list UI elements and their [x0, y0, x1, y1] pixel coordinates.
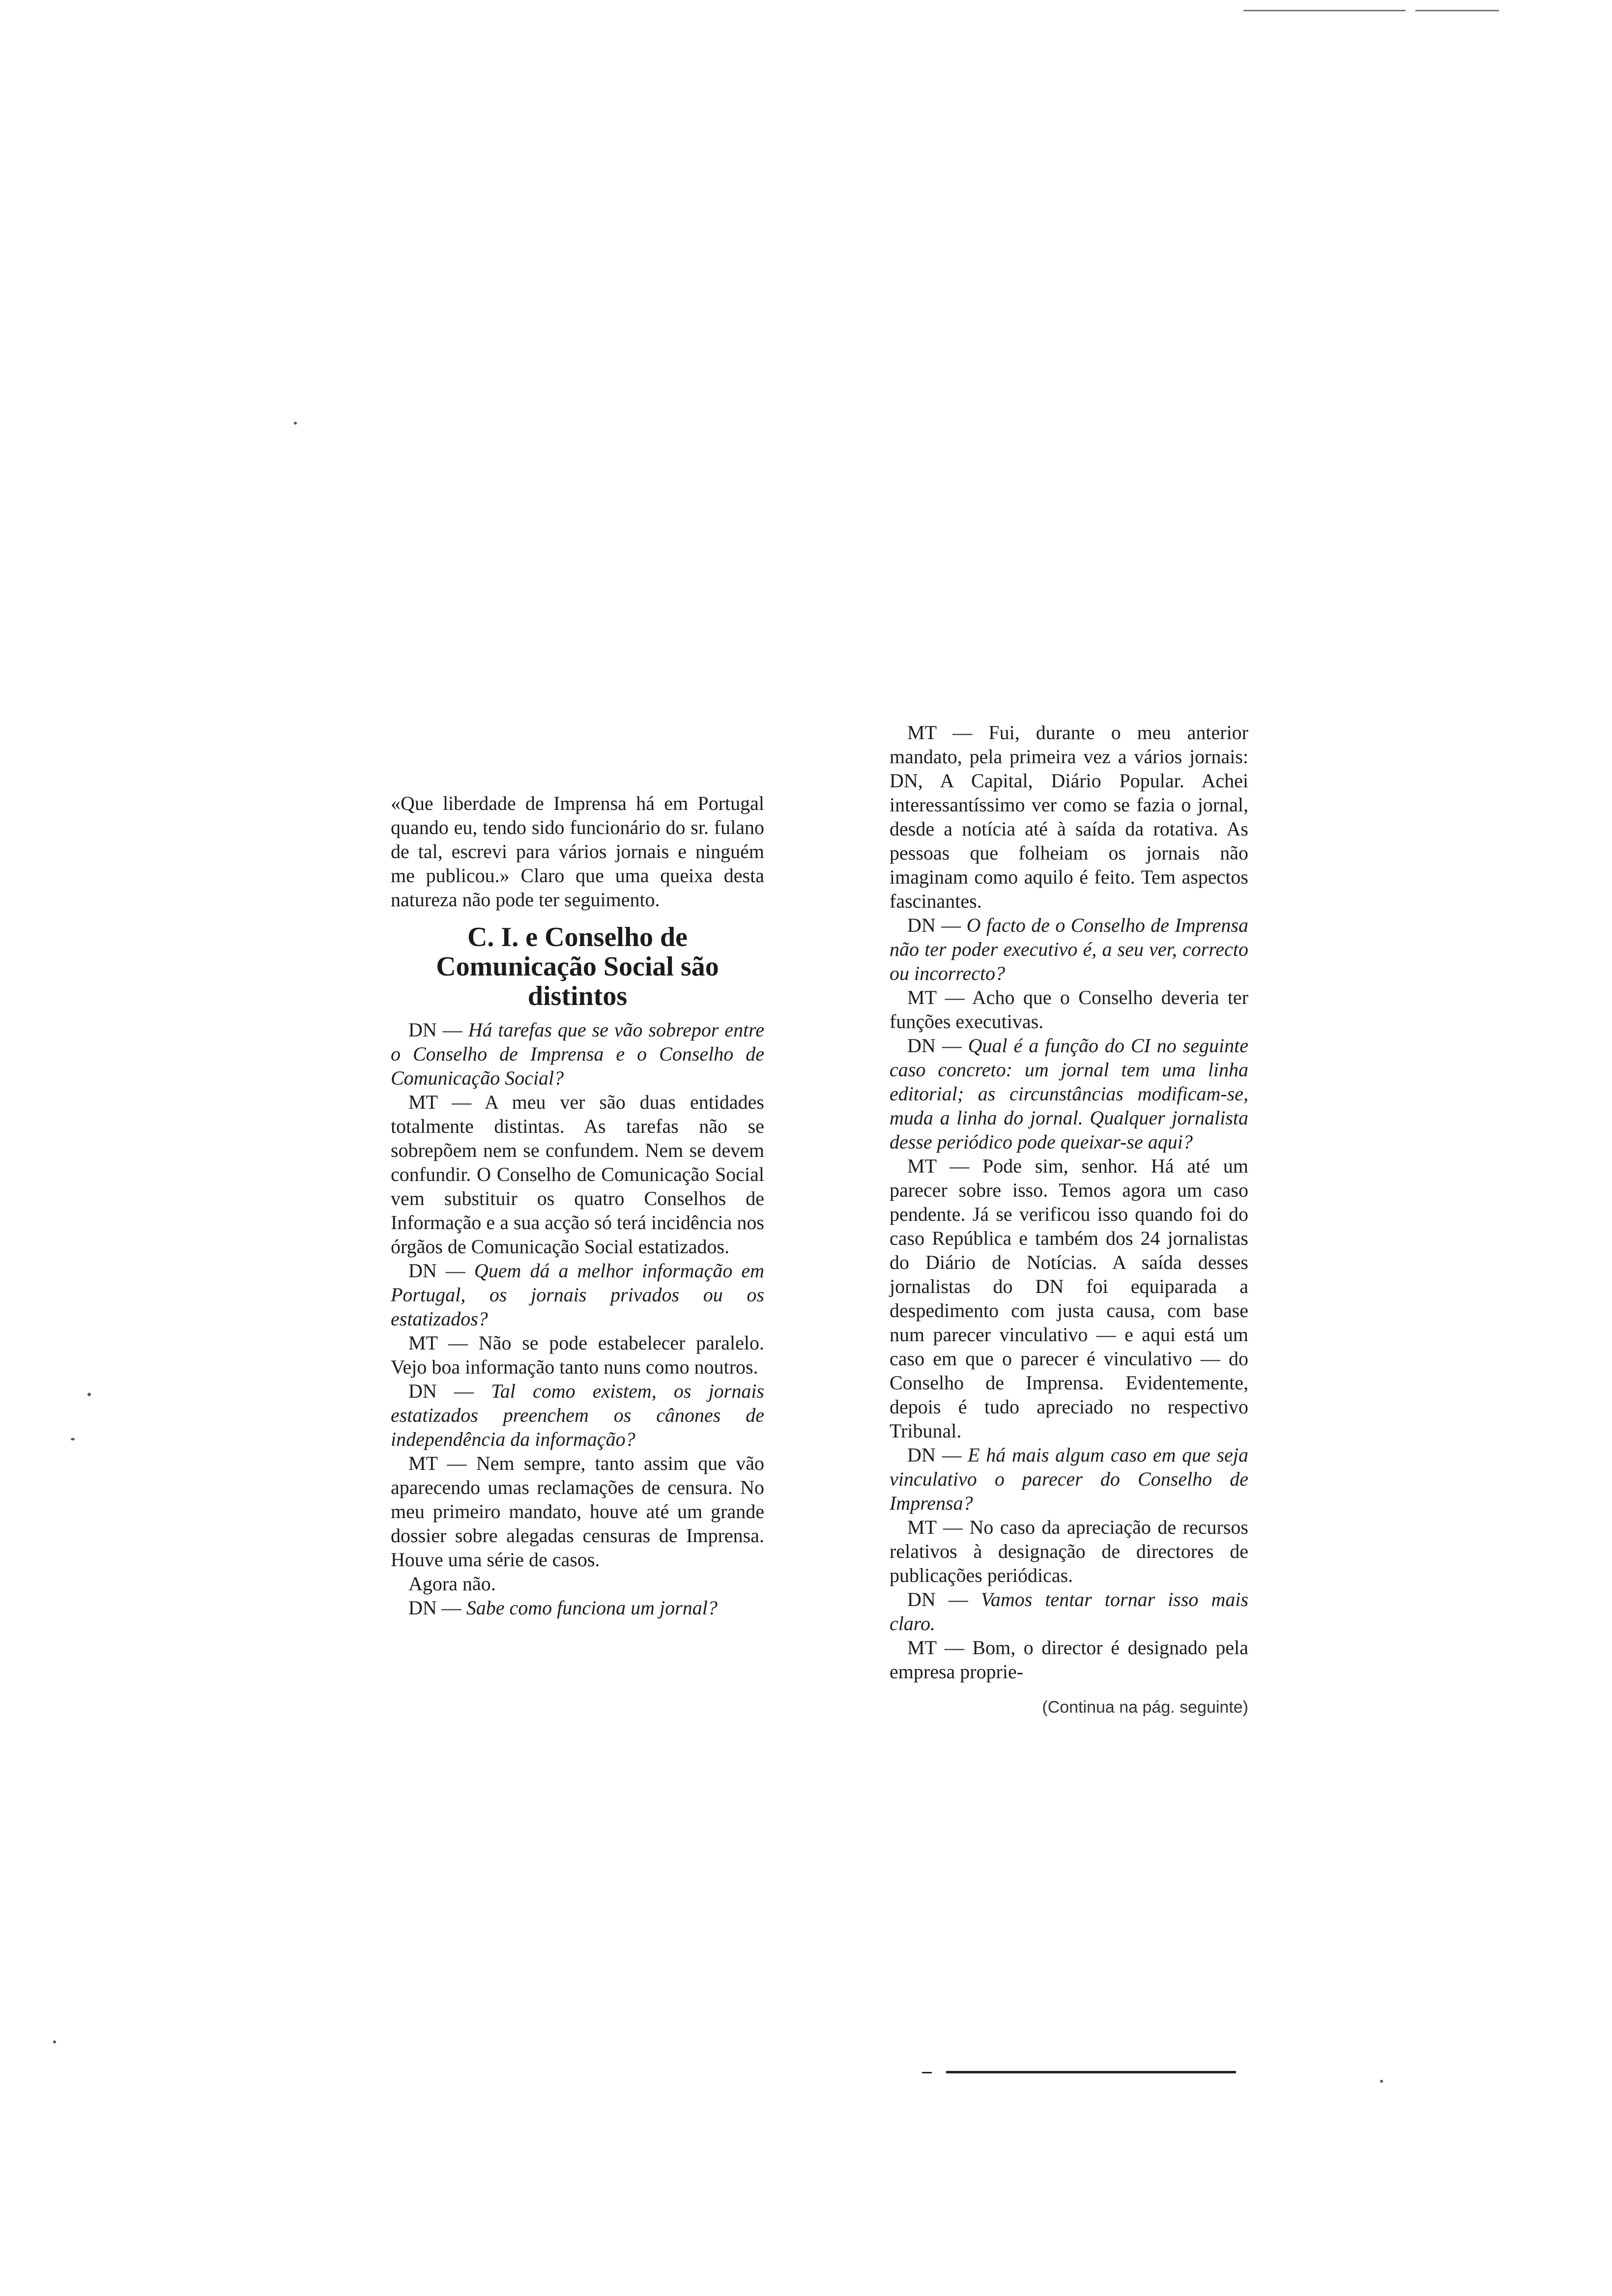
- speaker-initials: MT: [907, 986, 937, 1008]
- speaker-initials: MT: [408, 1091, 438, 1113]
- interview-paragraph: [391, 1090, 764, 1259]
- speaker-dash: —: [437, 1332, 479, 1354]
- interviewee-answer: Acho que o Conselho deveria ter funções executivas.: [890, 986, 1249, 1033]
- speaker-dash: —: [935, 1588, 981, 1610]
- speaker-dash: —: [935, 914, 967, 936]
- speaker-initials: MT: [408, 1452, 438, 1474]
- interview-paragraph: [391, 1451, 764, 1572]
- speaker-initials: DN: [408, 1019, 437, 1041]
- interview-paragraph: [890, 1515, 1248, 1587]
- interview-paragraph: [890, 985, 1248, 1033]
- scan-speck: [71, 1438, 75, 1440]
- interview-paragraph: [890, 720, 1248, 913]
- interviewer-question: Sabe como funciona um jornal?: [466, 1597, 718, 1619]
- interview-exchanges: [890, 720, 1248, 1684]
- interviewee-answer: Bom, o director é designado pela empresa proprie-: [890, 1636, 1248, 1683]
- scan-mark-top: [1243, 10, 1406, 11]
- scan-speck: [294, 422, 297, 425]
- speaker-initials: MT: [408, 1332, 438, 1354]
- article-column-right: [890, 720, 1248, 1720]
- speaker-dash: —: [436, 1019, 468, 1041]
- speaker-dash: —: [935, 1034, 968, 1057]
- interviewee-answer: Agora não.: [408, 1573, 496, 1595]
- speaker-initials: DN: [408, 1380, 437, 1402]
- speaker-dash: —: [436, 1380, 491, 1402]
- interviewee-answer: Nem sempre, tanto assim que vão aparecendo umas reclamações de censura. No meu primeiro mandato, houve até um grande dossier sobre alegadas censuras de Imprensa. Houve uma série de casos.: [391, 1452, 764, 1571]
- speaker-dash: —: [437, 1091, 485, 1113]
- speaker-initials: MT: [907, 1636, 937, 1659]
- speaker-initials: MT: [907, 1155, 937, 1177]
- scan-speck: [87, 1393, 91, 1396]
- speaker-dash: —: [936, 1155, 983, 1177]
- interviewee-answer: Não se pode estabelecer paralelo. Vejo boa informação tanto nuns como noutros.: [391, 1332, 764, 1378]
- interview-paragraph: [890, 1443, 1248, 1515]
- scan-speck: [1380, 2080, 1383, 2083]
- speaker-dash: —: [437, 1452, 476, 1474]
- interviewer-question: Quem dá a melhor informação em Portugal, os jornais privados ou os estatizados?: [391, 1260, 765, 1330]
- interview-paragraph: [391, 1331, 764, 1379]
- interview-paragraph: [391, 1259, 764, 1331]
- speaker-initials: DN: [408, 1260, 437, 1282]
- interviewer-question: Qual é a função do CI no seguinte caso concreto: um jornal tem uma linha editorial; as circunstâncias modificam-se, muda a linha do jornal. Qualquer jornalista desse periódico pode queixar-se aqui?: [890, 1034, 1248, 1153]
- interview-paragraph: [890, 1587, 1248, 1636]
- article-column-left: [391, 791, 764, 1620]
- interview-paragraph: [391, 1379, 764, 1451]
- column-end-rule: [922, 2072, 932, 2073]
- interview-paragraph: [890, 913, 1248, 985]
- interview-paragraph: [391, 1596, 764, 1620]
- speaker-dash: —: [936, 986, 972, 1008]
- continuation-note: (Continua na pág. seguinte): [1042, 1698, 1248, 1717]
- speaker-initials: MT: [907, 1516, 937, 1538]
- speaker-initials: DN: [408, 1597, 437, 1619]
- interviewee-answer: No caso da apreciação de recursos relativos à designação de directores de publicações periódicas.: [890, 1516, 1249, 1586]
- interview-paragraph: [890, 1154, 1248, 1443]
- speaker-initials: MT: [907, 721, 937, 744]
- interviewer-question: O facto de o Conselho de Imprensa não ter poder executivo é, a seu ver, correcto ou incorrecto?: [890, 914, 1248, 984]
- scan-mark-top: [1415, 10, 1499, 11]
- interviewer-question: Vamos tentar tornar isso mais claro.: [890, 1588, 1249, 1635]
- interview-paragraph: [391, 1018, 764, 1090]
- reader-quote: «Que liberdade de Imprensa há em Portugal quando eu, tendo sido funcionário do sr. fulano de tal, escrevi para vários jornais e ninguém me publicou.» Claro que uma queixa desta natureza não pode ter seguimento.: [391, 792, 764, 911]
- section-headline: C. I. e Conselho de Comunicação Social são distintos: [436, 922, 719, 1011]
- speaker-dash: —: [936, 1516, 970, 1538]
- interviewer-question: Há tarefas que se vão sobrepor entre o Conselho de Imprensa e o Conselho de Comunicação Social?: [391, 1019, 765, 1089]
- interviewer-question: E há mais algum caso em que seja vinculativo o parecer do Conselho de Imprensa?: [890, 1444, 1249, 1514]
- speaker-initials: DN: [907, 1588, 936, 1610]
- interviewer-question: Tal como existem, os jornais estatizados preenchem os cânones de independência da informação?: [391, 1380, 764, 1450]
- interview-paragraph: [890, 1033, 1248, 1154]
- column-end-rule: [946, 2071, 1236, 2073]
- interviewee-answer: Pode sim, senhor. Há até um parecer sobre isso. Temos agora um caso pendente. Já se verificou isso quando foi do caso República e também dos 24 jornalistas do Diário de Notícias. A saída desses jornalistas do DN foi equiparada a despedimento com justa causa, com base num parecer vinculativo — e aqui está um caso em que o parecer é vinculativo — do Conselho de Imprensa. Evidentemente, depois é tudo apreciado no respectivo Tribunal.: [890, 1155, 1248, 1442]
- speaker-dash: —: [436, 1260, 474, 1282]
- speaker-initials: DN: [907, 914, 936, 936]
- interviewee-answer: Fui, durante o meu anterior mandato, pela primeira vez a vários jornais: DN, A Capital, Diário Popular. Achei interessantíssimo ver como se fazia o jornal, desde a notícia até à saída da rotativa. As pessoas que folheiam os jornais não imaginam como aquilo é feito. Tem aspectos fascinantes.: [890, 721, 1249, 912]
- interview-paragraph: [391, 1572, 764, 1596]
- speaker-dash: —: [936, 1636, 973, 1659]
- interview-paragraph: [890, 1636, 1248, 1684]
- scan-speck: [53, 2040, 56, 2043]
- speaker-dash: —: [935, 1444, 968, 1466]
- speaker-dash: —: [436, 1597, 466, 1619]
- speaker-initials: DN: [907, 1444, 936, 1466]
- interview-exchanges: [391, 1018, 764, 1620]
- interviewee-answer: A meu ver são duas entidades totalmente distintas. As tarefas não se sobrepõem nem se confundem. Nem se devem confundir. O Conselho de Comunicação Social vem substituir os quatro Conselhos de Informação e a sua acção só terá incidência nos órgãos de Comunicação Social estatizados.: [391, 1091, 764, 1258]
- speaker-initials: DN: [907, 1034, 936, 1057]
- speaker-dash: —: [936, 721, 989, 744]
